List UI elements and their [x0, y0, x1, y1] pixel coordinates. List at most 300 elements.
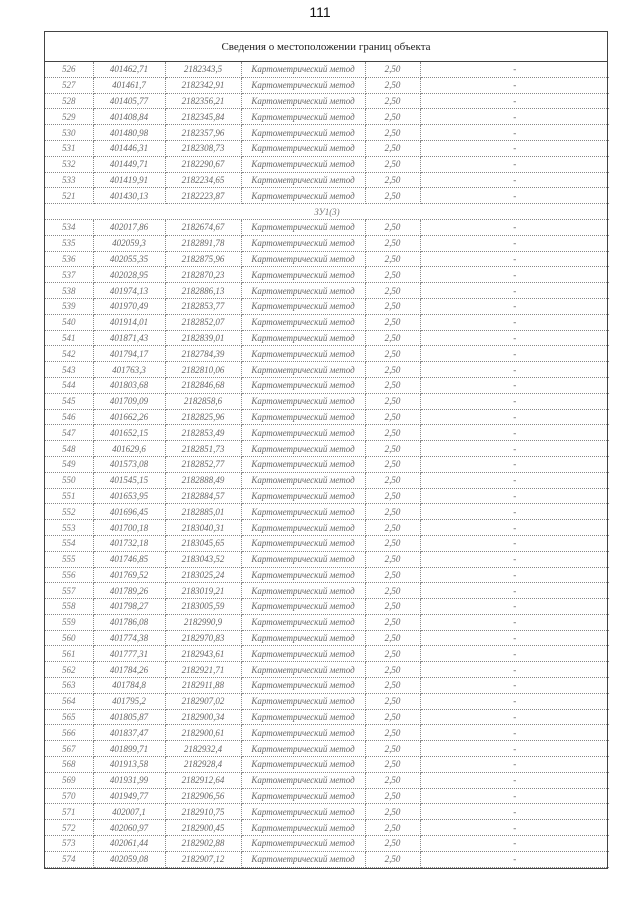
x-coordinate-cell: 402007,1 [93, 804, 165, 820]
point-number-cell: 537 [45, 267, 93, 283]
y-coordinate-cell: 2182906,56 [165, 788, 241, 804]
note-cell: - [420, 693, 609, 709]
x-coordinate-cell: 401970,49 [93, 298, 165, 314]
x-coordinate-cell: 401700,18 [93, 520, 165, 536]
x-coordinate-cell: 401795,2 [93, 693, 165, 709]
method-cell: Картометрический метод [241, 441, 365, 457]
x-coordinate-cell: 401798,27 [93, 599, 165, 615]
x-coordinate-cell: 401653,95 [93, 488, 165, 504]
note-cell: - [420, 172, 609, 188]
method-cell: Картометрический метод [241, 409, 365, 425]
method-cell: Картометрический метод [241, 788, 365, 804]
x-coordinate-cell: 401784,26 [93, 662, 165, 678]
point-number-cell: 572 [45, 820, 93, 836]
method-cell: Картометрический метод [241, 125, 365, 141]
y-coordinate-cell: 2183025,24 [165, 567, 241, 583]
note-cell: - [420, 425, 609, 441]
table-row [45, 851, 609, 867]
accuracy-cell: 2,50 [365, 362, 420, 378]
section-block [45, 204, 609, 220]
method-cell: Картометрический метод [241, 804, 365, 820]
point-number-cell: 552 [45, 504, 93, 520]
note-cell: - [420, 725, 609, 741]
y-coordinate-cell: 2182990,9 [165, 614, 241, 630]
point-number-cell: 528 [45, 93, 93, 109]
y-coordinate-cell: 2182970,83 [165, 630, 241, 646]
y-coordinate-cell: 2182921,71 [165, 662, 241, 678]
accuracy-cell: 2,50 [365, 156, 420, 172]
x-coordinate-cell: 401480,98 [93, 125, 165, 141]
point-number-cell: 544 [45, 377, 93, 393]
method-cell: Картометрический метод [241, 62, 365, 77]
x-coordinate-cell: 401449,71 [93, 156, 165, 172]
y-coordinate-cell: 2182943,61 [165, 646, 241, 662]
note-cell: - [420, 662, 609, 678]
accuracy-cell: 2,50 [365, 772, 420, 788]
note-cell: - [420, 188, 609, 204]
method-cell: Картометрический метод [241, 393, 365, 409]
note-cell: - [420, 456, 609, 472]
method-cell: Картометрический метод [241, 156, 365, 172]
x-coordinate-cell: 401803,68 [93, 377, 165, 393]
accuracy-cell: 2,50 [365, 456, 420, 472]
table-row [45, 93, 609, 109]
x-coordinate-cell: 401837,47 [93, 725, 165, 741]
table-row [45, 156, 609, 172]
x-coordinate-cell: 401871,43 [93, 330, 165, 346]
accuracy-cell: 2,50 [365, 836, 420, 852]
note-cell: - [420, 472, 609, 488]
point-number-cell: 538 [45, 283, 93, 299]
x-coordinate-cell: 401430,13 [93, 188, 165, 204]
note-cell: - [420, 125, 609, 141]
note-cell: - [420, 219, 609, 235]
note-cell: - [420, 772, 609, 788]
table-row [45, 520, 609, 536]
note-cell: - [420, 362, 609, 378]
accuracy-cell: 2,50 [365, 583, 420, 599]
point-number-cell: 566 [45, 725, 93, 741]
accuracy-cell: 2,50 [365, 804, 420, 820]
accuracy-cell: 2,50 [365, 614, 420, 630]
y-coordinate-cell: 2182858,6 [165, 393, 241, 409]
accuracy-cell: 2,50 [365, 788, 420, 804]
accuracy-cell: 2,50 [365, 346, 420, 362]
table-row [45, 757, 609, 773]
y-coordinate-cell: 2182932,4 [165, 741, 241, 757]
method-cell: Картометрический метод [241, 456, 365, 472]
accuracy-cell: 2,50 [365, 678, 420, 694]
table-row [45, 362, 609, 378]
table-row [45, 330, 609, 346]
x-coordinate-cell: 401786,08 [93, 614, 165, 630]
point-number-cell: 556 [45, 567, 93, 583]
table-row [45, 235, 609, 251]
x-coordinate-cell: 401652,15 [93, 425, 165, 441]
note-cell: - [420, 109, 609, 125]
method-cell: Картометрический метод [241, 599, 365, 615]
point-number-cell: 533 [45, 172, 93, 188]
method-cell: Картометрический метод [241, 346, 365, 362]
method-cell: Картометрический метод [241, 851, 365, 867]
method-cell: Картометрический метод [241, 362, 365, 378]
point-number-cell: 541 [45, 330, 93, 346]
method-cell: Картометрический метод [241, 140, 365, 156]
note-cell: - [420, 678, 609, 694]
accuracy-cell: 2,50 [365, 172, 420, 188]
point-number-cell: 574 [45, 851, 93, 867]
note-cell: - [420, 62, 609, 77]
point-number-cell: 540 [45, 314, 93, 330]
y-coordinate-cell: 2182907,02 [165, 693, 241, 709]
x-coordinate-cell: 401805,87 [93, 709, 165, 725]
y-coordinate-cell: 2182900,45 [165, 820, 241, 836]
note-cell: - [420, 267, 609, 283]
y-coordinate-cell: 2182308,73 [165, 140, 241, 156]
accuracy-cell: 2,50 [365, 298, 420, 314]
note-cell: - [420, 314, 609, 330]
point-number-cell: 568 [45, 757, 93, 773]
point-number-cell: 557 [45, 583, 93, 599]
point-number-cell: 553 [45, 520, 93, 536]
y-coordinate-cell: 2182345,84 [165, 109, 241, 125]
point-number-cell: 571 [45, 804, 93, 820]
x-coordinate-cell: 402017,86 [93, 219, 165, 235]
x-coordinate-cell: 402059,3 [93, 235, 165, 251]
accuracy-cell: 2,50 [365, 472, 420, 488]
section-label: ЗУ1(3) [45, 204, 609, 220]
y-coordinate-cell: 2182875,96 [165, 251, 241, 267]
y-coordinate-cell: 2183045,65 [165, 535, 241, 551]
x-coordinate-cell: 401629,6 [93, 441, 165, 457]
method-cell: Картометрический метод [241, 283, 365, 299]
table-row [45, 488, 609, 504]
y-coordinate-cell: 2182911,88 [165, 678, 241, 694]
point-number-cell: 546 [45, 409, 93, 425]
method-cell: Картометрический метод [241, 709, 365, 725]
y-coordinate-cell: 2182853,77 [165, 298, 241, 314]
point-number-cell: 535 [45, 235, 93, 251]
note-cell: - [420, 409, 609, 425]
point-number-cell: 569 [45, 772, 93, 788]
table-row [45, 788, 609, 804]
accuracy-cell: 2,50 [365, 409, 420, 425]
x-coordinate-cell: 401949,77 [93, 788, 165, 804]
section-row [45, 204, 609, 220]
table-row [45, 188, 609, 204]
point-number-cell: 551 [45, 488, 93, 504]
y-coordinate-cell: 2182839,01 [165, 330, 241, 346]
point-number-cell: 554 [45, 535, 93, 551]
table-row [45, 472, 609, 488]
x-coordinate-cell: 401974,13 [93, 283, 165, 299]
coordinates-rows-bottom [45, 219, 609, 867]
point-number-cell: 529 [45, 109, 93, 125]
point-number-cell: 563 [45, 678, 93, 694]
method-cell: Картометрический метод [241, 725, 365, 741]
method-cell: Картометрический метод [241, 314, 365, 330]
table-row [45, 377, 609, 393]
x-coordinate-cell: 401573,08 [93, 456, 165, 472]
accuracy-cell: 2,50 [365, 725, 420, 741]
point-number-cell: 536 [45, 251, 93, 267]
note-cell: - [420, 520, 609, 536]
y-coordinate-cell: 2182810,06 [165, 362, 241, 378]
table-row [45, 77, 609, 93]
method-cell: Картометрический метод [241, 77, 365, 93]
point-number-cell: 539 [45, 298, 93, 314]
x-coordinate-cell: 401545,15 [93, 472, 165, 488]
y-coordinate-cell: 2182234,65 [165, 172, 241, 188]
method-cell: Картометрический метод [241, 330, 365, 346]
point-number-cell: 555 [45, 551, 93, 567]
y-coordinate-cell: 2182900,34 [165, 709, 241, 725]
note-cell: - [420, 851, 609, 867]
point-number-cell: 545 [45, 393, 93, 409]
method-cell: Картометрический метод [241, 298, 365, 314]
method-cell: Картометрический метод [241, 219, 365, 235]
table-row [45, 393, 609, 409]
accuracy-cell: 2,50 [365, 330, 420, 346]
method-cell: Картометрический метод [241, 614, 365, 630]
note-cell: - [420, 504, 609, 520]
table-row [45, 599, 609, 615]
y-coordinate-cell: 2182891,78 [165, 235, 241, 251]
table-row [45, 662, 609, 678]
point-number-cell: 550 [45, 472, 93, 488]
y-coordinate-cell: 2182674,67 [165, 219, 241, 235]
x-coordinate-cell: 401789,26 [93, 583, 165, 599]
note-cell: - [420, 551, 609, 567]
point-number-cell: 573 [45, 836, 93, 852]
note-cell: - [420, 330, 609, 346]
x-coordinate-cell: 401696,45 [93, 504, 165, 520]
table-row [45, 820, 609, 836]
point-number-cell: 562 [45, 662, 93, 678]
accuracy-cell: 2,50 [365, 709, 420, 725]
x-coordinate-cell: 401446,31 [93, 140, 165, 156]
note-cell: - [420, 820, 609, 836]
accuracy-cell: 2,50 [365, 599, 420, 615]
y-coordinate-cell: 2182290,67 [165, 156, 241, 172]
x-coordinate-cell: 402059,08 [93, 851, 165, 867]
method-cell: Картометрический метод [241, 567, 365, 583]
note-cell: - [420, 583, 609, 599]
coordinates-rows-top [45, 62, 609, 204]
point-number-cell: 521 [45, 188, 93, 204]
method-cell: Картометрический метод [241, 551, 365, 567]
note-cell: - [420, 346, 609, 362]
y-coordinate-cell: 2182886,13 [165, 283, 241, 299]
method-cell: Картометрический метод [241, 693, 365, 709]
point-number-cell: 558 [45, 599, 93, 615]
table-row [45, 346, 609, 362]
method-cell: Картометрический метод [241, 662, 365, 678]
x-coordinate-cell: 401777,31 [93, 646, 165, 662]
y-coordinate-cell: 2182223,87 [165, 188, 241, 204]
x-coordinate-cell: 401763,3 [93, 362, 165, 378]
method-cell: Картометрический метод [241, 172, 365, 188]
x-coordinate-cell: 401732,18 [93, 535, 165, 551]
x-coordinate-cell: 401913,58 [93, 757, 165, 773]
note-cell: - [420, 614, 609, 630]
accuracy-cell: 2,50 [365, 504, 420, 520]
x-coordinate-cell: 401419,91 [93, 172, 165, 188]
y-coordinate-cell: 2182870,23 [165, 267, 241, 283]
method-cell: Картометрический метод [241, 630, 365, 646]
note-cell: - [420, 283, 609, 299]
point-number-cell: 527 [45, 77, 93, 93]
accuracy-cell: 2,50 [365, 567, 420, 583]
point-number-cell: 542 [45, 346, 93, 362]
accuracy-cell: 2,50 [365, 646, 420, 662]
note-cell: - [420, 377, 609, 393]
table-row [45, 646, 609, 662]
x-coordinate-cell: 402061,44 [93, 836, 165, 852]
note-cell: - [420, 599, 609, 615]
method-cell: Картометрический метод [241, 377, 365, 393]
y-coordinate-cell: 2182825,96 [165, 409, 241, 425]
note-cell: - [420, 251, 609, 267]
accuracy-cell: 2,50 [365, 425, 420, 441]
table-row [45, 630, 609, 646]
x-coordinate-cell: 401746,85 [93, 551, 165, 567]
y-coordinate-cell: 2182852,07 [165, 314, 241, 330]
note-cell: - [420, 393, 609, 409]
note-cell: - [420, 709, 609, 725]
x-coordinate-cell: 401914,01 [93, 314, 165, 330]
table-row [45, 409, 609, 425]
table-row [45, 441, 609, 457]
accuracy-cell: 2,50 [365, 219, 420, 235]
table-title: Сведения о местоположении границ объекта [45, 32, 607, 62]
table-row [45, 772, 609, 788]
x-coordinate-cell: 401709,09 [93, 393, 165, 409]
method-cell: Картометрический метод [241, 109, 365, 125]
y-coordinate-cell: 2183005,59 [165, 599, 241, 615]
x-coordinate-cell: 401461,7 [93, 77, 165, 93]
point-number-cell: 547 [45, 425, 93, 441]
y-coordinate-cell: 2183043,52 [165, 551, 241, 567]
point-number-cell: 570 [45, 788, 93, 804]
note-cell: - [420, 77, 609, 93]
table-row [45, 425, 609, 441]
accuracy-cell: 2,50 [365, 140, 420, 156]
accuracy-cell: 2,50 [365, 630, 420, 646]
y-coordinate-cell: 2182902,88 [165, 836, 241, 852]
point-number-cell: 565 [45, 709, 93, 725]
point-number-cell: 548 [45, 441, 93, 457]
y-coordinate-cell: 2182885,01 [165, 504, 241, 520]
accuracy-cell: 2,50 [365, 109, 420, 125]
table-row [45, 62, 609, 77]
table-row [45, 741, 609, 757]
point-number-cell: 560 [45, 630, 93, 646]
note-cell: - [420, 488, 609, 504]
y-coordinate-cell: 2183040,31 [165, 520, 241, 536]
point-number-cell: 559 [45, 614, 93, 630]
note-cell: - [420, 567, 609, 583]
x-coordinate-cell: 402028,95 [93, 267, 165, 283]
y-coordinate-cell: 2182851,73 [165, 441, 241, 457]
x-coordinate-cell: 401899,71 [93, 741, 165, 757]
point-number-cell: 561 [45, 646, 93, 662]
method-cell: Картометрический метод [241, 757, 365, 773]
y-coordinate-cell: 2182356,21 [165, 93, 241, 109]
accuracy-cell: 2,50 [365, 820, 420, 836]
table-row [45, 172, 609, 188]
x-coordinate-cell: 401774,38 [93, 630, 165, 646]
y-coordinate-cell: 2182784,39 [165, 346, 241, 362]
note-cell: - [420, 298, 609, 314]
table-row [45, 725, 609, 741]
point-number-cell: 526 [45, 62, 93, 77]
method-cell: Картометрический метод [241, 772, 365, 788]
method-cell: Картометрический метод [241, 836, 365, 852]
method-cell: Картометрический метод [241, 472, 365, 488]
accuracy-cell: 2,50 [365, 488, 420, 504]
y-coordinate-cell: 2182846,68 [165, 377, 241, 393]
method-cell: Картометрический метод [241, 583, 365, 599]
accuracy-cell: 2,50 [365, 551, 420, 567]
method-cell: Картометрический метод [241, 93, 365, 109]
x-coordinate-cell: 401931,99 [93, 772, 165, 788]
note-cell: - [420, 788, 609, 804]
note-cell: - [420, 156, 609, 172]
method-cell: Картометрический метод [241, 267, 365, 283]
y-coordinate-cell: 2182900,61 [165, 725, 241, 741]
point-number-cell: 530 [45, 125, 93, 141]
boundary-table-sheet [44, 31, 608, 869]
accuracy-cell: 2,50 [365, 235, 420, 251]
point-number-cell: 532 [45, 156, 93, 172]
accuracy-cell: 2,50 [365, 693, 420, 709]
accuracy-cell: 2,50 [365, 662, 420, 678]
method-cell: Картометрический метод [241, 678, 365, 694]
accuracy-cell: 2,50 [365, 535, 420, 551]
note-cell: - [420, 836, 609, 852]
y-coordinate-cell: 2182907,12 [165, 851, 241, 867]
accuracy-cell: 2,50 [365, 251, 420, 267]
method-cell: Картометрический метод [241, 488, 365, 504]
table-row [45, 804, 609, 820]
table-row [45, 567, 609, 583]
accuracy-cell: 2,50 [365, 520, 420, 536]
x-coordinate-cell: 401405,77 [93, 93, 165, 109]
note-cell: - [420, 804, 609, 820]
method-cell: Картометрический метод [241, 425, 365, 441]
table-row [45, 678, 609, 694]
method-cell: Картометрический метод [241, 535, 365, 551]
accuracy-cell: 2,50 [365, 188, 420, 204]
method-cell: Картометрический метод [241, 188, 365, 204]
method-cell: Картометрический метод [241, 520, 365, 536]
y-coordinate-cell: 2182357,96 [165, 125, 241, 141]
table-row [45, 456, 609, 472]
y-coordinate-cell: 2183019,21 [165, 583, 241, 599]
x-coordinate-cell: 402060,97 [93, 820, 165, 836]
page-number: 111 [309, 4, 331, 20]
coordinates-table [45, 62, 609, 868]
method-cell: Картометрический метод [241, 235, 365, 251]
table-row [45, 709, 609, 725]
x-coordinate-cell: 401462,71 [93, 62, 165, 77]
point-number-cell: 567 [45, 741, 93, 757]
table-row [45, 314, 609, 330]
table-row [45, 283, 609, 299]
table-row [45, 551, 609, 567]
accuracy-cell: 2,50 [365, 77, 420, 93]
